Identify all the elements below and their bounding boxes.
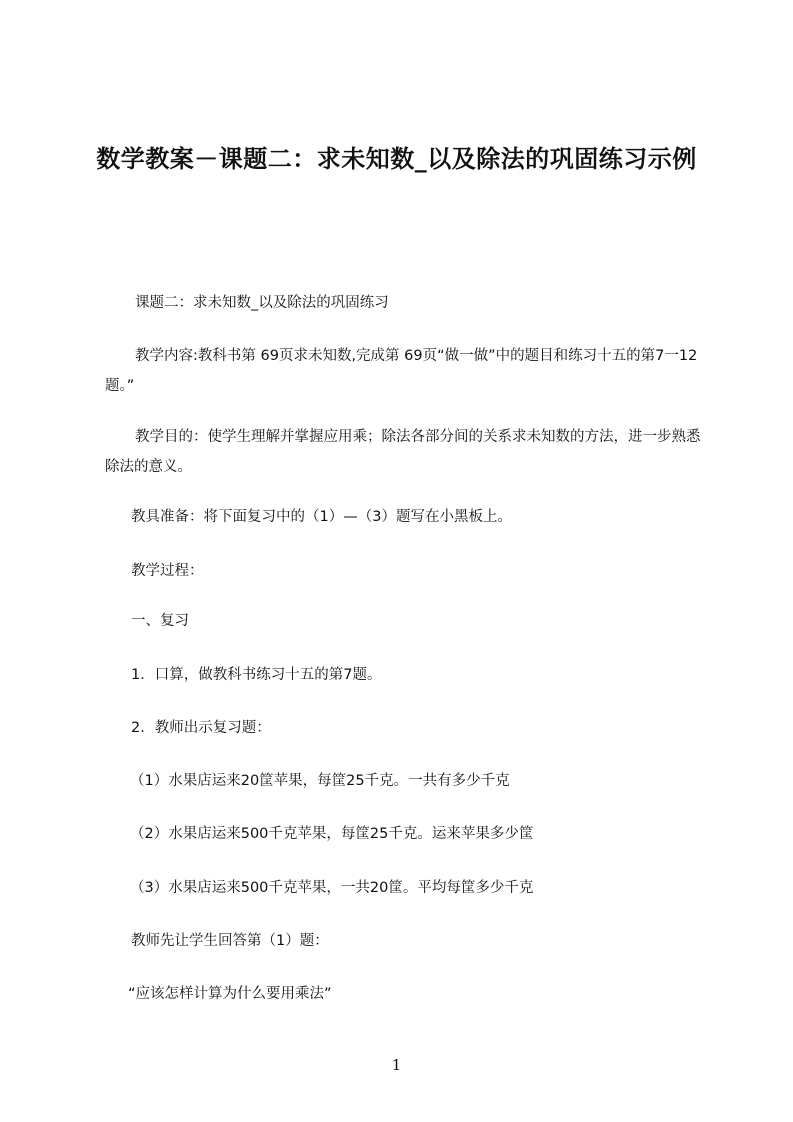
paragraph-question-3: （3）水果店运来500千克苹果，一共20筐。平均每筐多少千克 [130, 880, 534, 896]
paragraph-question-2: （2）水果店运来500千克苹果，每筐25千克。运来苹果多少筐 [130, 826, 534, 842]
document-title: 数学教案－课题二：求未知数_以及除法的巩固练习示例 [96, 145, 697, 173]
paragraph-quote: “应该怎样计算为什么要用乘法” [128, 986, 332, 1002]
paragraph-topic: 课题二：求未知数_以及除法的巩固练习 [135, 295, 389, 311]
page-number: 1 [391, 1056, 402, 1074]
paragraph-review-heading: 一、复习 [131, 613, 189, 629]
paragraph-item-2: 2．教师出示复习题： [131, 720, 271, 736]
paragraph-item-1: 1．口算，做教科书练习十五的第7题。 [131, 667, 382, 683]
paragraph-question-1: （1）水果店运来20筐苹果，每筐25千克。一共有多少千克 [130, 773, 510, 789]
paragraph-materials: 教具准备：将下面复习中的（1）—（3）题写在小黑板上。 [131, 509, 512, 525]
paragraph-process: 教学过程： [131, 563, 204, 579]
paragraph-teacher-ask: 教师先让学生回答第（1）题： [131, 933, 329, 949]
paragraph-goal: 教学目的：使学生理解并掌握应用乘；除法各部分间的关系求未知数的方法，进一步熟悉除法的意义。 [105, 429, 701, 475]
paragraph-content: 教学内容:教科书第 69页求未知数,完成第 69页“做一做”中的题目和练习十五的第7一12题。” [105, 348, 698, 394]
